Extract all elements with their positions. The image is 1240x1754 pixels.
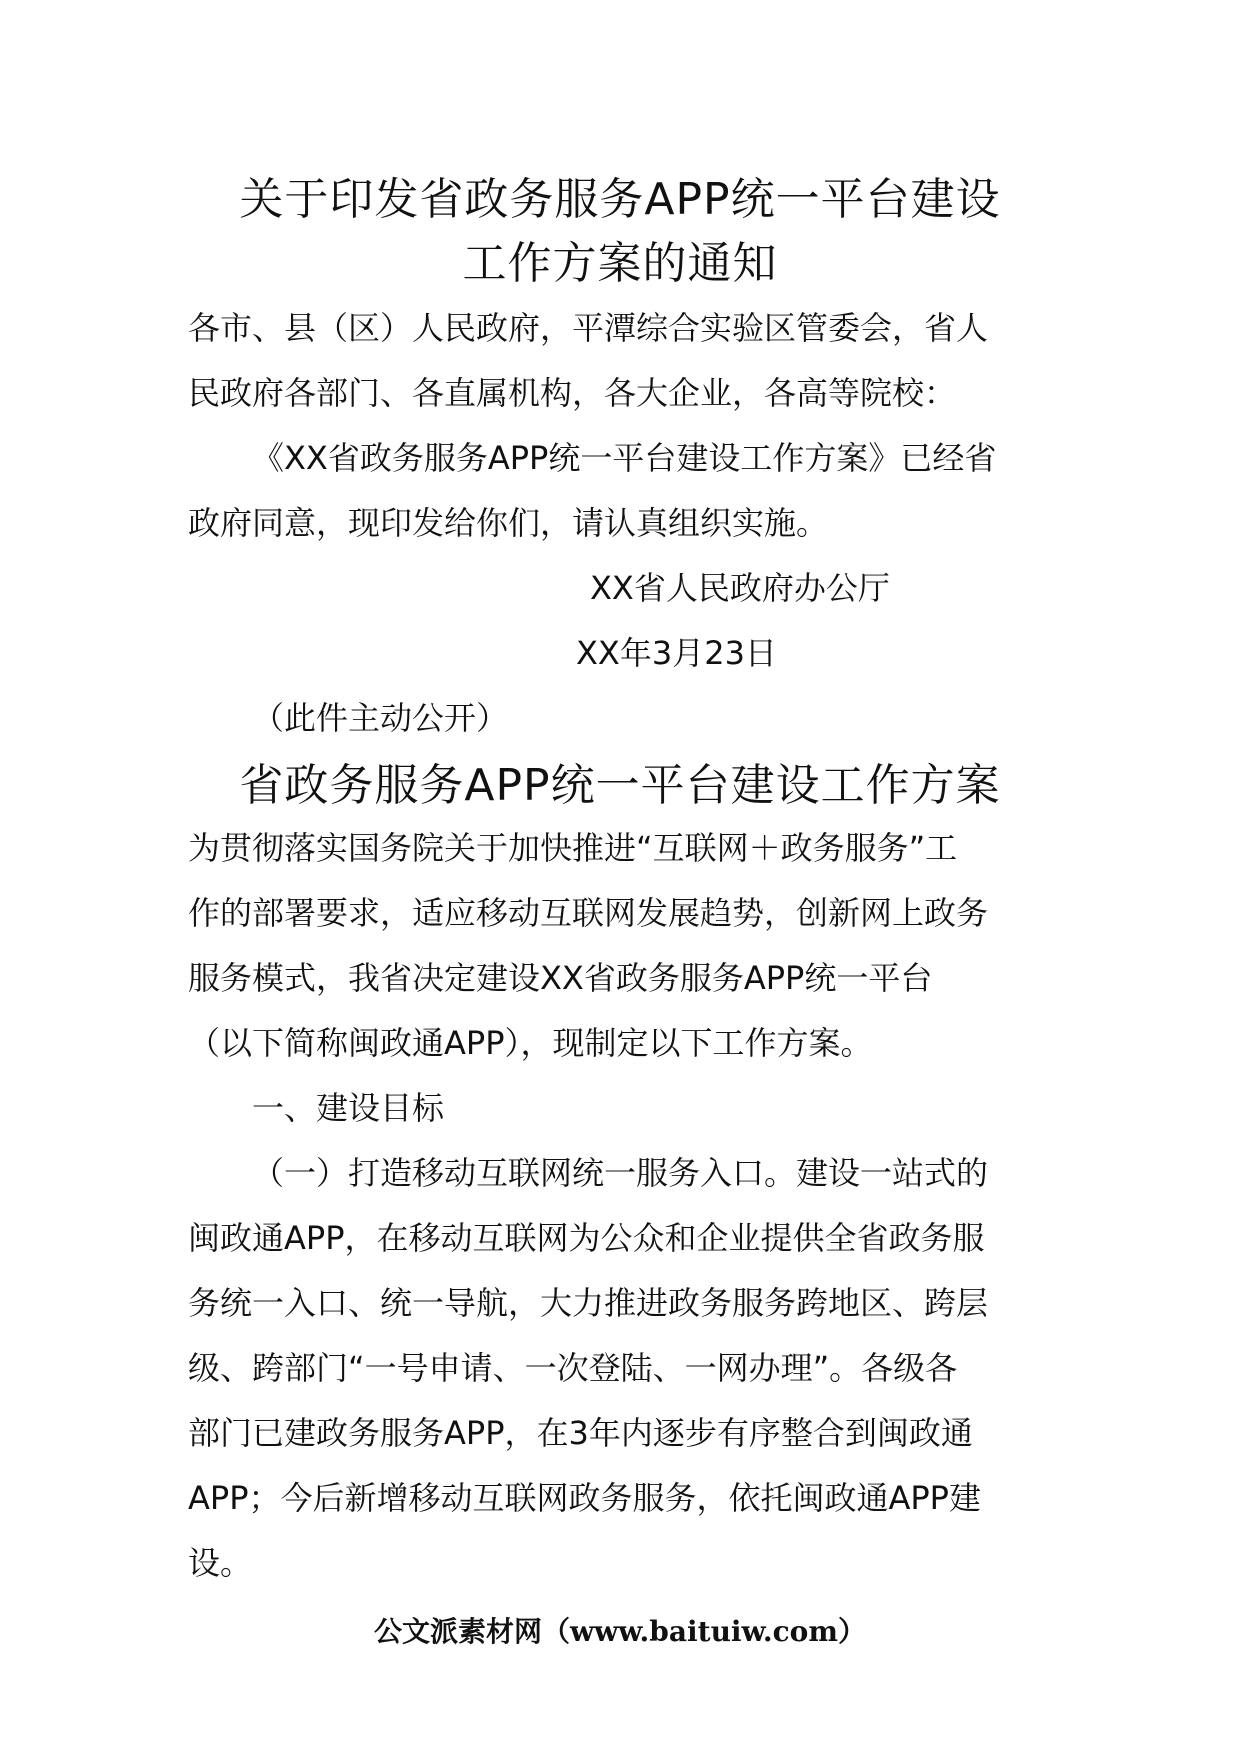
notice-body-line-1: 《XX省政务服务APP统一平台建设工作方案》已经省: [252, 439, 997, 477]
recipients-line-2: 民政府各部门、各直属机构，各大企业，各高等院校：: [188, 374, 957, 412]
intro-line: 为贯彻落实国务院关于加快推进“互联网＋政务服务”工: [188, 829, 958, 867]
notice-title-line-1: 关于印发省政务服务APP统一平台建设: [239, 174, 1001, 225]
notice-title-line-2: 工作方案的通知: [462, 238, 778, 289]
disclosure-note: （此件主动公开）: [252, 699, 509, 737]
item1-line: 部门已建政务服务APP，在3年内逐步有序整合到闽政通: [188, 1414, 973, 1452]
notice-body-line-2: 政府同意，现印发给你们，请认真组织实施。: [188, 504, 829, 542]
intro-line: 作的部署要求，适应移动互联网发展趋势，创新网上政务: [188, 894, 989, 932]
intro-line: 服务模式，我省决定建设XX省政务服务APP统一平台: [188, 959, 933, 997]
issuer: XX省人民政府办公厅: [590, 569, 890, 607]
item1-line: 级、跨部门“一号申请、一次登陆、一网办理”。各级各: [188, 1349, 958, 1387]
footer-watermark: 公文派素材网（www.baituiw.com）: [374, 1615, 866, 1648]
item1-line: （一）打造移动互联网统一服务入口。建设一站式的: [252, 1154, 989, 1192]
intro-line: （以下简称闽政通APP），现制定以下工作方案。: [188, 1024, 873, 1062]
issue-date: XX年3月23日: [576, 634, 777, 672]
item1-line: 务统一入口、统一导航，大力推进政务服务跨地区、跨层: [188, 1284, 989, 1322]
item1-line: APP；今后新增移动互联网政务服务，依托闽政通APP建: [188, 1479, 981, 1517]
section-heading-1: 一、建设目标: [252, 1089, 445, 1127]
plan-title: 省政务服务APP统一平台建设工作方案: [239, 760, 1001, 811]
item1-line: 闽政通APP，在移动互联网为公众和企业提供全省政务服: [188, 1219, 985, 1257]
item1-line: 设。: [188, 1544, 253, 1582]
recipients-line-1: 各市、县（区）人民政府，平潭综合实验区管委会，省人: [188, 309, 989, 347]
